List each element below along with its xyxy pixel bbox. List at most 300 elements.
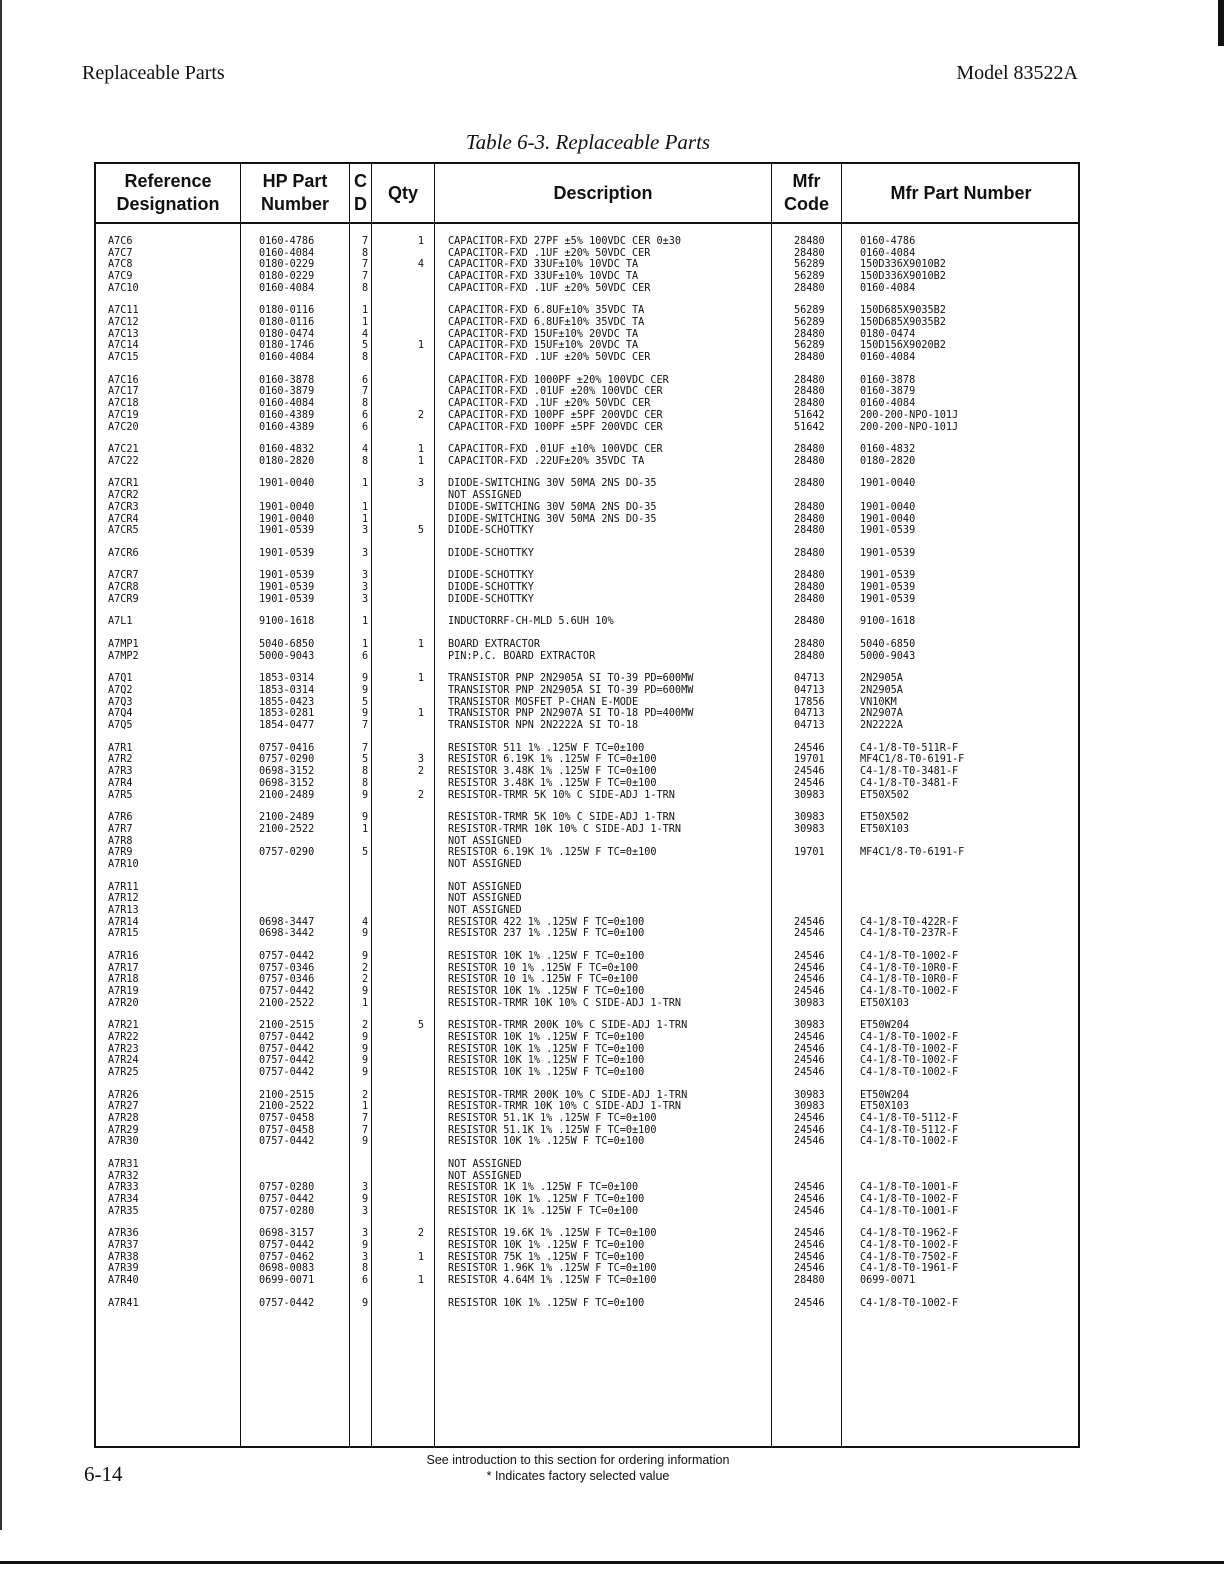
cell-qty: 3 <box>417 478 424 490</box>
cell-check-digit: 1 <box>362 478 369 490</box>
cell-description: CAPACITOR-FXD 27PF ±5% 100VDC CER 0±30 <box>448 236 682 247</box>
cell-hp-part-number: 0160-3878 <box>259 374 315 386</box>
cell-hp-part-number: 2100-2489 <box>259 812 315 824</box>
table-row <box>96 651 1078 663</box>
cell-hp-part-number: 0699-0071 <box>259 1275 315 1287</box>
cell-description: TRANSISTOR PNP 2N2905A SI TO-39 PD=600MW <box>448 685 694 697</box>
cell-reference: A7R5 <box>108 789 133 801</box>
cell-mfr-code: 17856 <box>794 696 825 708</box>
cell-mfr-code: 56289 <box>794 259 825 271</box>
cell-check-digit: 3 <box>362 1205 369 1217</box>
cell-mfr-code: 28480 <box>794 547 825 559</box>
cell-check-digit: 9 <box>362 1055 369 1067</box>
cell-reference: A7CR8 <box>108 582 139 594</box>
cell-mfr-part-number: 200-200-NPO-101J <box>860 409 959 421</box>
cell-check-digit: 8 <box>362 282 369 294</box>
cell-qty: 2 <box>417 766 424 778</box>
cell-mfr-code: 30983 <box>794 812 825 824</box>
cell-mfr-part-number: C4-1/8-T0-1002-F <box>860 1136 959 1148</box>
cell-description: RESISTOR-TRMR 5K 10% C SIDE-ADJ 1-TRN <box>448 789 675 801</box>
cell-check-digit: 3 <box>362 1228 369 1240</box>
table-row <box>96 928 1078 940</box>
cell-mfr-code: 19701 <box>794 754 825 766</box>
cell-hp-part-number: 2100-2515 <box>259 1089 315 1101</box>
cell-hp-part-number: 0757-0280 <box>259 1205 315 1217</box>
cell-hp-part-number: 0757-0416 <box>259 742 315 754</box>
cell-qty: 5 <box>417 525 424 537</box>
cell-reference: A7Q5 <box>108 720 133 732</box>
cell-reference: A7C6 <box>108 236 133 247</box>
cell-reference: A7R41 <box>108 1297 139 1309</box>
cell-check-digit: 6 <box>362 421 369 433</box>
cell-description: RESISTOR 1K 1% .125W F TC=0±100 <box>448 1182 639 1194</box>
footer-note <box>0 1452 1156 1484</box>
cell-description: RESISTOR 1.96K 1% .125W F TC=0±100 <box>448 1263 657 1275</box>
cell-mfr-part-number: C4-1/8-T0-10R0-F <box>860 962 959 974</box>
cell-mfr-code: 04713 <box>794 673 825 685</box>
cell-mfr-part-number: 150D685X9035B2 <box>860 305 946 317</box>
table-row <box>96 317 1078 329</box>
cell-check-digit: 9 <box>362 673 369 685</box>
scan-bottom-edge <box>0 1561 1224 1564</box>
cell-mfr-part-number: 1901-0539 <box>860 593 916 605</box>
cell-description: RESISTOR 6.19K 1% .125W F TC=0±100 <box>448 847 657 859</box>
cell-check-digit: 3 <box>362 547 369 559</box>
cell-mfr-part-number: VN10KM <box>860 696 897 708</box>
cell-mfr-part-number: C4-1/8-T0-1002-F <box>860 1297 959 1309</box>
table-row <box>96 283 1078 295</box>
cell-check-digit: 4 <box>362 444 369 456</box>
cell-description: CAPACITOR-FXD .22UF±20% 35VDC TA <box>448 455 645 467</box>
cell-mfr-part-number: C4-1/8-T0-3481-F <box>860 777 959 789</box>
cell-check-digit: 9 <box>362 928 369 940</box>
cell-mfr-code: 30983 <box>794 1089 825 1101</box>
header-description: Description <box>553 182 653 203</box>
table-row <box>96 1113 1078 1125</box>
cell-mfr-code: 24546 <box>794 962 825 974</box>
cell-mfr-part-number: 1901-0539 <box>860 547 916 559</box>
cell-hp-part-number: 0757-0346 <box>259 974 315 986</box>
cell-description: CAPACITOR-FXD 6.8UF±10% 35VDC TA <box>448 305 645 317</box>
cell-check-digit: 9 <box>362 950 369 962</box>
cell-check-digit: 7 <box>362 259 369 271</box>
cell-check-digit: 1 <box>362 823 369 835</box>
cell-reference: A7Q3 <box>108 696 133 708</box>
cell-hp-part-number: 2100-2515 <box>259 1020 315 1032</box>
cell-hp-part-number: 0757-0442 <box>259 1031 315 1043</box>
cell-check-digit: 5 <box>362 696 369 708</box>
cell-description: NOT ASSIGNED <box>448 1159 522 1170</box>
cell-reference: A7Q4 <box>108 708 133 720</box>
cell-mfr-part-number: 2N2905A <box>860 673 903 685</box>
cell-check-digit: 9 <box>362 708 369 720</box>
cell-check-digit: 6 <box>362 409 369 421</box>
cell-mfr-part-number: 5040-6850 <box>860 639 916 651</box>
table-row <box>96 1298 1078 1310</box>
cell-check-digit: 1 <box>362 305 369 317</box>
cell-check-digit: 1 <box>362 616 369 628</box>
cell-mfr-code: 24546 <box>794 1240 825 1252</box>
cell-description: DIODE-SCHOTTKY <box>448 582 534 594</box>
cell-check-digit: 4 <box>362 328 369 340</box>
cell-description: CAPACITOR-FXD 33UF±10% 10VDC TA <box>448 271 639 283</box>
cell-hp-part-number: 0160-4389 <box>259 409 315 421</box>
cell-mfr-part-number: MF4C1/8-T0-6191-F <box>860 754 965 766</box>
cell-reference: A7R31 <box>108 1159 139 1170</box>
table-row <box>96 882 1078 894</box>
cell-hp-part-number: 0180-0116 <box>259 305 315 317</box>
cell-qty: 2 <box>417 789 424 801</box>
cell-reference: A7R25 <box>108 1067 139 1078</box>
cell-description: RESISTOR-TRMR 200K 10% C SIDE-ADJ 1-TRN <box>448 1089 688 1101</box>
cell-reference: A7R9 <box>108 847 133 859</box>
cell-check-digit: 3 <box>362 1182 369 1194</box>
table-row <box>96 974 1078 986</box>
cell-description: RESISTOR 10K 1% .125W F TC=0±100 <box>448 950 645 962</box>
cell-mfr-code: 56289 <box>794 271 825 283</box>
cell-check-digit: 6 <box>362 650 369 662</box>
cell-hp-part-number: 0757-0462 <box>259 1251 315 1263</box>
cell-description: INDUCTORRF-CH-MLD 5.6UH 10% <box>448 616 614 628</box>
cell-reference: A7R2 <box>108 754 133 766</box>
cell-reference: A7MP2 <box>108 650 139 662</box>
cell-description: RESISTOR 19.6K 1% .125W F TC=0±100 <box>448 1228 657 1240</box>
cell-reference: A7R1 <box>108 742 133 754</box>
cell-description: CAPACITOR-FXD 100PF ±5PF 200VDC CER <box>448 421 663 433</box>
cell-mfr-code: 24546 <box>794 1136 825 1148</box>
scan-left-edge <box>0 0 2 1530</box>
cell-check-digit: 7 <box>362 1113 369 1124</box>
cell-mfr-part-number: 1901-0539 <box>860 570 916 582</box>
cell-mfr-part-number: 0160-4084 <box>860 282 916 294</box>
table-row <box>96 1020 1078 1032</box>
table-row <box>96 847 1078 859</box>
cell-mfr-code: 24546 <box>794 1113 825 1124</box>
cell-description: TRANSISTOR PNP 2N2905A SI TO-39 PD=600MW <box>448 673 694 685</box>
cell-description: CAPACITOR-FXD 1000PF ±20% 100VDC CER <box>448 374 669 386</box>
cell-reference: A7R6 <box>108 812 133 824</box>
table-row <box>96 271 1078 283</box>
cell-reference: A7R12 <box>108 893 139 905</box>
cell-check-digit: 2 <box>362 974 369 986</box>
cell-check-digit: 9 <box>362 1043 369 1055</box>
cell-hp-part-number: 1853-0314 <box>259 685 315 697</box>
cell-description: RESISTOR 3.48K 1% .125W F TC=0±100 <box>448 777 657 789</box>
cell-qty: 1 <box>417 236 424 247</box>
cell-mfr-code: 28480 <box>794 374 825 386</box>
cell-check-digit: 9 <box>362 789 369 801</box>
cell-reference: A7R8 <box>108 835 133 847</box>
cell-check-digit: 8 <box>362 352 369 364</box>
cell-description: BOARD EXTRACTOR <box>448 639 541 651</box>
cell-reference: A7C12 <box>108 317 139 329</box>
cell-reference: A7R40 <box>108 1275 139 1287</box>
header-text: Mfr <box>792 171 821 191</box>
cell-check-digit: 9 <box>362 1240 369 1252</box>
table-row <box>96 1125 1078 1137</box>
cell-description: RESISTOR 511 1% .125W F TC=0±100 <box>448 742 645 754</box>
table-row <box>96 410 1078 422</box>
cell-mfr-part-number: C4-1/8-T0-1002-F <box>860 985 959 997</box>
cell-description: RESISTOR 10K 1% .125W F TC=0±100 <box>448 985 645 997</box>
cell-hp-part-number: 2100-2522 <box>259 997 315 1009</box>
table-row <box>96 1263 1078 1275</box>
cell-description: DIODE-SWITCHING 30V 50MA 2NS DO-35 <box>448 501 657 513</box>
cell-reference: A7R39 <box>108 1263 139 1275</box>
cell-mfr-part-number: C4-1/8-T0-1961-F <box>860 1263 959 1275</box>
cell-hp-part-number: 0757-0442 <box>259 1240 315 1252</box>
cell-check-digit: 7 <box>362 720 369 732</box>
cell-mfr-part-number: C4-1/8-T0-237R-F <box>860 928 959 940</box>
table-row <box>96 1159 1078 1171</box>
cell-reference: A7R36 <box>108 1228 139 1240</box>
cell-check-digit: 9 <box>362 1067 369 1078</box>
cell-description: RESISTOR-TRMR 200K 10% C SIDE-ADJ 1-TRN <box>448 1020 688 1032</box>
cell-hp-part-number: 1853-0314 <box>259 673 315 685</box>
cell-check-digit: 3 <box>362 1251 369 1263</box>
table-row <box>96 1090 1078 1102</box>
table-row <box>96 305 1078 317</box>
cell-mfr-code: 24546 <box>794 766 825 778</box>
cell-hp-part-number: 5000-9043 <box>259 650 315 662</box>
table-row <box>96 1032 1078 1044</box>
cell-reference: A7C21 <box>108 444 139 456</box>
cell-hp-part-number: 0757-0442 <box>259 1297 315 1309</box>
cell-mfr-part-number: 0160-3879 <box>860 386 916 398</box>
table-row <box>96 836 1078 848</box>
cell-check-digit: 8 <box>362 766 369 778</box>
cell-hp-part-number: 2100-2522 <box>259 823 315 835</box>
header-text: Reference <box>124 171 212 191</box>
table-row <box>96 1067 1078 1079</box>
table-row <box>96 1275 1078 1287</box>
cell-hp-part-number: 0180-1746 <box>259 340 315 352</box>
cell-mfr-code: 24546 <box>794 1228 825 1240</box>
cell-reference: A7R38 <box>108 1251 139 1263</box>
cell-hp-part-number: 1901-0539 <box>259 547 315 559</box>
cell-qty: 1 <box>417 1251 424 1263</box>
cell-mfr-code: 24546 <box>794 1043 825 1055</box>
cell-description: RESISTOR 4.64M 1% .125W F TC=0±100 <box>448 1275 657 1287</box>
table-row <box>96 478 1078 490</box>
cell-mfr-part-number: 0699-0071 <box>860 1275 916 1287</box>
cell-mfr-part-number: ET50X103 <box>860 823 910 835</box>
cell-mfr-code: 24546 <box>794 1251 825 1263</box>
cell-hp-part-number: 0698-3157 <box>259 1228 315 1240</box>
cell-description: CAPACITOR-FXD 6.8UF±10% 35VDC TA <box>448 317 645 329</box>
cell-mfr-part-number: C4-1/8-T0-1002-F <box>860 1067 959 1078</box>
cell-check-digit: 1 <box>362 1101 369 1113</box>
table-row <box>96 456 1078 468</box>
cell-reference: A7C13 <box>108 328 139 340</box>
cell-description: CAPACITOR-FXD 15UF±10% 20VDC TA <box>448 328 639 340</box>
cell-hp-part-number: 5040-6850 <box>259 639 315 651</box>
table-row <box>96 1101 1078 1113</box>
cell-check-digit: 9 <box>362 1136 369 1148</box>
cell-reference: A7R27 <box>108 1101 139 1113</box>
cell-mfr-part-number: C4-1/8-T0-1002-F <box>860 1194 959 1206</box>
header-qty: Qty <box>387 182 418 203</box>
table-row <box>96 236 1078 248</box>
cell-check-digit: 1 <box>362 513 369 525</box>
cell-reference: A7R15 <box>108 928 139 940</box>
cell-check-digit: 8 <box>362 1263 369 1275</box>
table-row <box>96 951 1078 963</box>
table-row <box>96 824 1078 836</box>
section-title: Replaceable Parts <box>82 62 225 84</box>
cell-mfr-part-number: 1901-0040 <box>860 478 916 490</box>
cell-check-digit: 7 <box>362 236 369 247</box>
cell-reference: A7CR2 <box>108 490 139 502</box>
cell-reference: A7Q1 <box>108 673 133 685</box>
cell-hp-part-number: 0160-4084 <box>259 247 315 259</box>
model-number: Model 83522A <box>956 62 1078 84</box>
cell-check-digit: 8 <box>362 455 369 467</box>
cell-reference: A7CR5 <box>108 525 139 537</box>
cell-mfr-code: 24546 <box>794 928 825 940</box>
cell-hp-part-number: 2100-2489 <box>259 789 315 801</box>
cell-hp-part-number: 0180-0229 <box>259 259 315 271</box>
cell-description: TRANSISTOR NPN 2N2222A SI TO-18 <box>448 720 639 732</box>
cell-mfr-part-number: ET50X103 <box>860 997 910 1009</box>
cell-description: RESISTOR 51.1K 1% .125W F TC=0±100 <box>448 1124 657 1136</box>
cell-mfr-code: 19701 <box>794 847 825 859</box>
table-row <box>96 685 1078 697</box>
cell-check-digit: 5 <box>362 754 369 766</box>
cell-check-digit: 7 <box>362 742 369 754</box>
cell-check-digit: 7 <box>362 386 369 398</box>
header-text: C <box>354 171 367 191</box>
cell-mfr-code: 56289 <box>794 305 825 317</box>
cell-mfr-part-number: C4-1/8-T0-10R0-F <box>860 974 959 986</box>
cell-qty: 3 <box>417 754 424 766</box>
cell-mfr-part-number: C4-1/8-T0-1962-F <box>860 1228 959 1240</box>
cell-reference: A7C8 <box>108 259 133 271</box>
header-cd <box>350 164 371 222</box>
cell-mfr-part-number: 9100-1618 <box>860 616 916 628</box>
cell-hp-part-number: 0160-4389 <box>259 421 315 433</box>
cell-hp-part-number: 0757-0458 <box>259 1124 315 1136</box>
table-row <box>96 1206 1078 1218</box>
table-row <box>96 502 1078 514</box>
cell-mfr-part-number: C4-1/8-T0-1001-F <box>860 1205 959 1217</box>
cell-description: DIODE-SCHOTTKY <box>448 525 534 537</box>
cell-mfr-part-number: C4-1/8-T0-1002-F <box>860 950 959 962</box>
cell-qty: 2 <box>417 1228 424 1240</box>
cell-qty: 1 <box>417 455 424 467</box>
cell-check-digit: 8 <box>362 247 369 259</box>
cell-mfr-part-number: 150D336X9010B2 <box>860 259 946 271</box>
cell-mfr-code: 24546 <box>794 742 825 754</box>
cell-reference: A7R26 <box>108 1089 139 1101</box>
table-row <box>96 859 1078 871</box>
cell-reference: A7R30 <box>108 1136 139 1148</box>
cell-hp-part-number: 1901-0040 <box>259 513 315 525</box>
table-row <box>96 1252 1078 1264</box>
cell-description: RESISTOR 75K 1% .125W F TC=0±100 <box>448 1251 645 1263</box>
cell-check-digit: 7 <box>362 271 369 283</box>
cell-mfr-part-number: 200-200-NPO-101J <box>860 421 959 433</box>
cell-description: DIODE-SCHOTTKY <box>448 547 534 559</box>
cell-reference: A7R4 <box>108 777 133 789</box>
cell-mfr-code: 04713 <box>794 685 825 697</box>
table-row <box>96 893 1078 905</box>
cell-description: RESISTOR 10K 1% .125W F TC=0±100 <box>448 1297 645 1309</box>
table-row <box>96 917 1078 929</box>
cell-mfr-code: 28480 <box>794 398 825 410</box>
cell-description: RESISTOR 51.1K 1% .125W F TC=0±100 <box>448 1113 657 1124</box>
cell-check-digit: 1 <box>362 317 369 329</box>
cell-description: RESISTOR 10K 1% .125W F TC=0±100 <box>448 1055 645 1067</box>
cell-reference: A7R34 <box>108 1194 139 1206</box>
cell-reference: A7CR7 <box>108 570 139 582</box>
header-text: D <box>354 194 367 214</box>
cell-reference: A7R28 <box>108 1113 139 1124</box>
cell-reference: A7C16 <box>108 374 139 386</box>
cell-mfr-part-number: C4-1/8-T0-1002-F <box>860 1240 959 1252</box>
cell-qty: 1 <box>417 444 424 456</box>
cell-hp-part-number: 1901-0040 <box>259 501 315 513</box>
cell-hp-part-number: 0180-0474 <box>259 328 315 340</box>
cell-qty: 1 <box>417 708 424 720</box>
cell-mfr-code: 24546 <box>794 1182 825 1194</box>
cell-mfr-code: 24546 <box>794 1031 825 1043</box>
cell-hp-part-number: 1901-0539 <box>259 582 315 594</box>
cell-check-digit: 9 <box>362 1297 369 1309</box>
table-row <box>96 986 1078 998</box>
cell-mfr-code: 28480 <box>794 1275 825 1287</box>
cell-hp-part-number: 0757-0346 <box>259 962 315 974</box>
cell-description: DIODE-SCHOTTKY <box>448 570 534 582</box>
cell-check-digit: 8 <box>362 777 369 789</box>
cell-mfr-code: 56289 <box>794 340 825 352</box>
cell-mfr-part-number: 150D685X9035B2 <box>860 317 946 329</box>
cell-mfr-code: 24546 <box>794 974 825 986</box>
cell-hp-part-number: 0757-0290 <box>259 847 315 859</box>
cell-hp-part-number: 0698-3442 <box>259 928 315 940</box>
cell-description: RESISTOR 3.48K 1% .125W F TC=0±100 <box>448 766 657 778</box>
cell-qty: 5 <box>417 1020 424 1032</box>
cell-hp-part-number: 0180-0229 <box>259 271 315 283</box>
cell-check-digit: 2 <box>362 1020 369 1032</box>
cell-mfr-code: 04713 <box>794 708 825 720</box>
header-hp-part-number <box>241 164 349 222</box>
cell-description: RESISTOR 10K 1% .125W F TC=0±100 <box>448 1194 645 1206</box>
cell-mfr-part-number: 2N2905A <box>860 685 903 697</box>
table-row <box>96 548 1078 560</box>
cell-check-digit: 3 <box>362 593 369 605</box>
cell-hp-part-number: 0757-0442 <box>259 1194 315 1206</box>
cell-check-digit: 8 <box>362 398 369 410</box>
table-row <box>96 352 1078 364</box>
cell-mfr-code: 24546 <box>794 1205 825 1217</box>
table-row <box>96 329 1078 341</box>
cell-mfr-code: 30983 <box>794 1020 825 1032</box>
cell-description: NOT ASSIGNED <box>448 904 522 916</box>
cell-mfr-code: 28480 <box>794 650 825 662</box>
cell-reference: A7R10 <box>108 858 139 870</box>
cell-check-digit: 3 <box>362 582 369 594</box>
cell-description: NOT ASSIGNED <box>448 893 522 905</box>
cell-description: RESISTOR-TRMR 10K 10% C SIDE-ADJ 1-TRN <box>448 1101 682 1113</box>
cell-mfr-part-number: C4-1/8-T0-3481-F <box>860 766 959 778</box>
cell-mfr-code: 28480 <box>794 247 825 259</box>
cell-hp-part-number: 0757-0442 <box>259 1055 315 1067</box>
cell-check-digit: 9 <box>362 1194 369 1206</box>
cell-mfr-code: 24546 <box>794 1263 825 1275</box>
cell-mfr-part-number: 1901-0539 <box>860 525 916 537</box>
table-row <box>96 1228 1078 1240</box>
